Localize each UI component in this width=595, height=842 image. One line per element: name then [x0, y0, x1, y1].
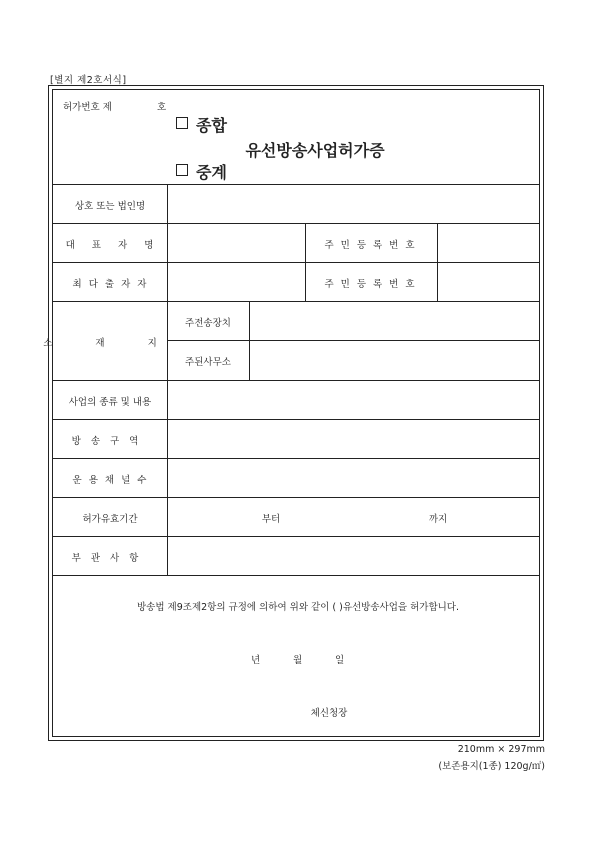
row-divider [167, 340, 539, 341]
row-divider [53, 223, 539, 224]
row-divider [53, 458, 539, 459]
label-business-type: 사업의 종류 및 내용 [68, 397, 152, 408]
column-divider [305, 223, 306, 301]
label-conditions: 부관사항 [71, 553, 149, 564]
label-representative: 대 표 자 명 [65, 240, 161, 251]
row-divider [53, 380, 539, 381]
issuer: 체신청장 [310, 708, 348, 719]
validity-from: 부터 [261, 514, 281, 525]
row-divider [53, 536, 539, 537]
column-divider [249, 301, 250, 380]
certificate-title: 유선방송사업허가증 [245, 141, 385, 160]
certificate-outer-frame [43, 85, 544, 741]
column-divider [167, 184, 168, 575]
checkbox-comprehensive[interactable] [176, 117, 188, 129]
label-channel-count: 운용채널수 [72, 475, 154, 486]
license-type-relay: 중계 [196, 163, 227, 182]
permit-number-suffix: 호 [157, 102, 167, 113]
date-year: 년 [251, 655, 261, 666]
row-divider [53, 301, 539, 302]
row-divider [53, 419, 539, 420]
column-divider [437, 223, 438, 301]
row-divider [53, 497, 539, 498]
footer-size: 210mm × 297mm [457, 744, 545, 755]
date-day: 일 [335, 655, 345, 666]
label-largest-shareholder: 최다출자자 [72, 279, 154, 290]
row-divider [53, 575, 539, 576]
label-location: 소 재 지 [43, 338, 177, 349]
date-month: 월 [293, 655, 303, 666]
label-main-office: 주된사무소 [185, 357, 231, 368]
label-headend: 주전송장치 [185, 318, 231, 329]
footer-paper: (보존용지(1종) 120g/㎡) [438, 761, 545, 772]
license-type-comprehensive: 종합 [196, 116, 227, 135]
checkbox-relay[interactable] [176, 164, 188, 176]
permit-number-prefix: 허가번호 제 [63, 102, 112, 113]
row-divider [53, 184, 539, 185]
label-company-name: 상호 또는 법인명 [74, 201, 146, 212]
permit-statement: 방송법 제9조제2항의 규정에 의하여 위와 같이 ( )유선방송사업을 허가합니다. [137, 602, 459, 613]
certificate-inner-frame [43, 89, 540, 737]
label-resident-number-2: 주민등록번호 [324, 279, 422, 290]
label-broadcast-area: 방송구역 [71, 436, 149, 447]
validity-to: 까지 [428, 514, 448, 525]
form-label: [별지 제2호서식] [50, 75, 127, 86]
label-resident-number-1: 주민등록번호 [324, 240, 422, 251]
label-validity-period: 허가유효기간 [82, 514, 138, 525]
row-divider [53, 262, 539, 263]
